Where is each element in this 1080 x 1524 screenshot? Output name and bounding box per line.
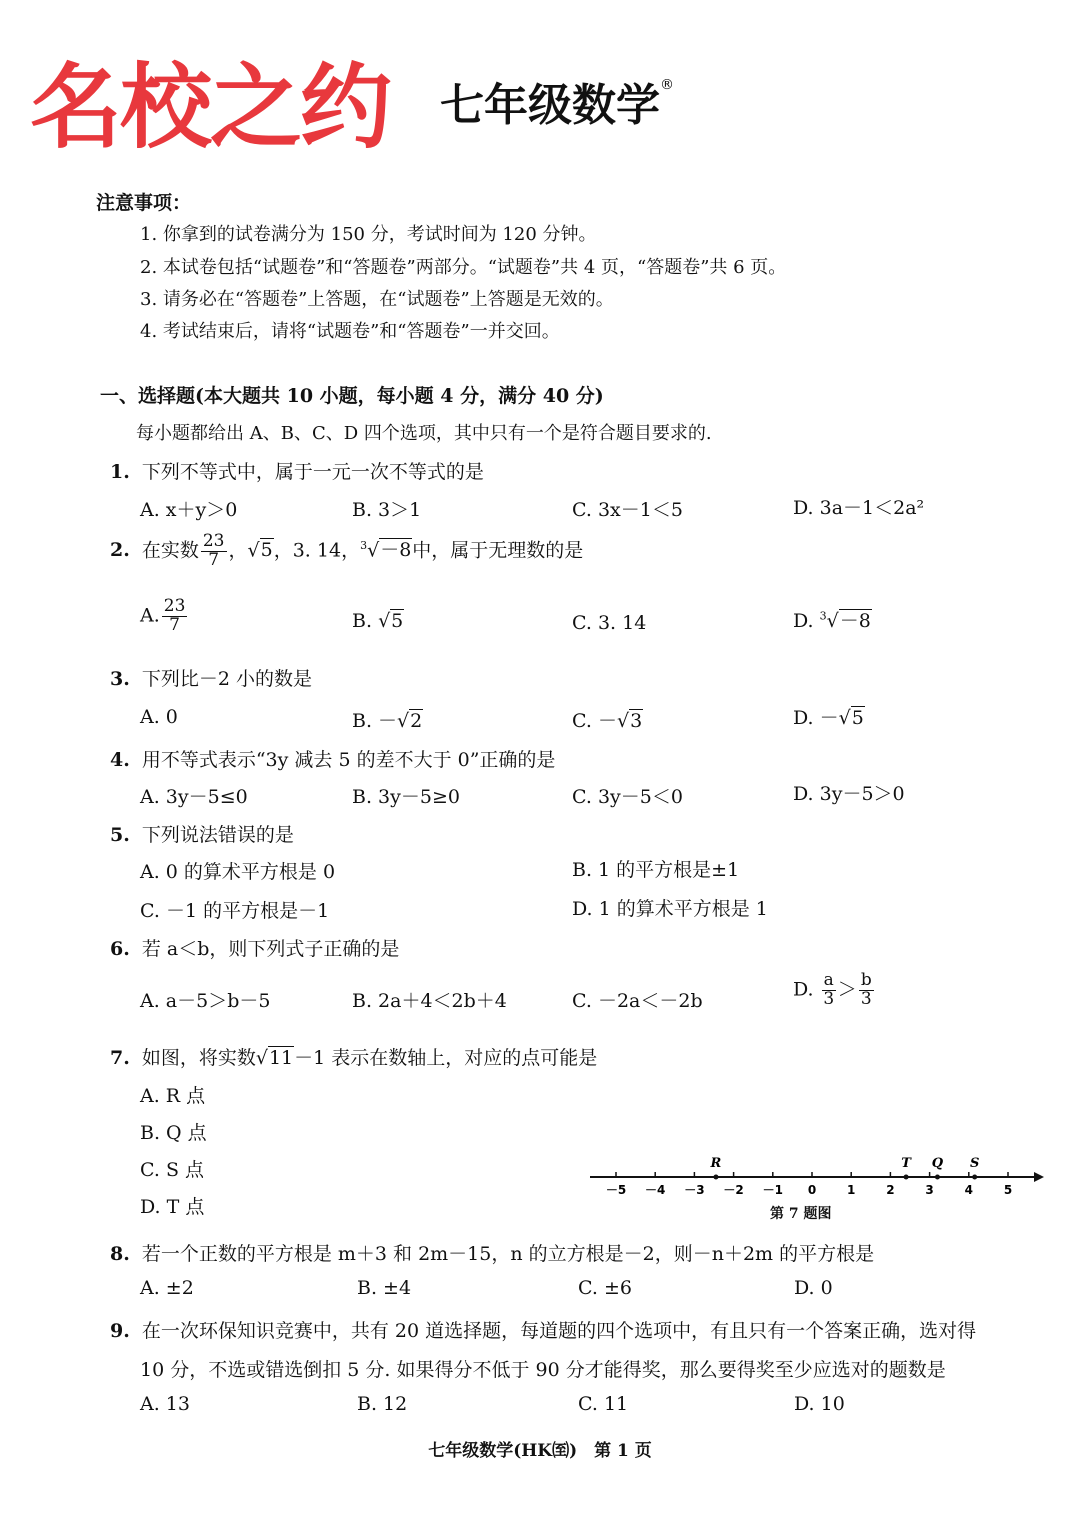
sqrt-symbol: √ [826, 610, 839, 632]
sqrt-symbol: √ [367, 539, 380, 562]
operator: ＞ [837, 978, 857, 1001]
cbrt-radicand: －8 [839, 610, 871, 632]
fraction-numerator: b [860, 970, 872, 990]
option-a: A. ±2 [140, 1277, 194, 1299]
cbrt-radicand: －8 [380, 539, 412, 562]
question-number: 4. [110, 749, 130, 771]
question-3 [110, 664, 312, 691]
option-c: C. 3y－5＜0 [572, 786, 683, 808]
option-d: D. 3a－1＜2a² [793, 497, 925, 519]
sqrt-symbol: √ [838, 707, 851, 729]
point-label-Q: Q [931, 1156, 944, 1171]
notice-item: 3. 请务必在“答题卷”上答题，在“试题卷”上答题是无效的。 [140, 289, 614, 310]
notice-heading: 注意事项： [96, 192, 192, 214]
sqrt-radicand: 3 [630, 710, 643, 732]
root-index: 3 [360, 539, 368, 553]
tick-label: 3 [925, 1183, 934, 1197]
tick-label: 2 [886, 1183, 895, 1197]
question-stem: 下列不等式中，属于一元一次不等式的是 [141, 461, 484, 483]
question-stem: 用不等式表示“3y 减去 5 的差不大于 0”正确的是 [141, 749, 556, 771]
option-b: B. 3y－5≥0 [352, 786, 460, 808]
option-c: C. 3. 14 [572, 612, 647, 634]
sqrt-radicand: 11 [268, 1047, 294, 1069]
page-title [440, 77, 674, 131]
brand-logo-text: 名校之约 [30, 54, 391, 161]
point-label-S: S [969, 1156, 980, 1171]
root-index: 3 [819, 609, 827, 623]
question-stem: 下列比－2 小的数是 [141, 668, 312, 690]
option-c: C. 11 [578, 1393, 629, 1415]
option-label: B. － [352, 710, 398, 732]
fraction-denominator: 7 [208, 549, 220, 570]
option-d [793, 606, 872, 633]
question-stem-line1: 在一次环保知识竞赛中，共有 20 道选择题，每道题的四个选项中，有且只有一个答案正确，选对得 [141, 1320, 977, 1342]
option-c [572, 706, 643, 733]
page-footer: 七年级数学(HK㉃) 第 1 页 [428, 1441, 652, 1461]
option-label: D. － [793, 707, 839, 729]
point-Q [935, 1175, 940, 1180]
sqrt-symbol: √ [397, 710, 410, 732]
question-number: 6. [110, 938, 130, 960]
fraction-denominator: 7 [169, 614, 180, 635]
title-text: 七年级数学 [440, 80, 660, 131]
option-c: C. －2a＜－2b [572, 990, 703, 1012]
question-7 [110, 1043, 597, 1070]
fraction [859, 972, 874, 1009]
option-d: D. 0 [794, 1277, 833, 1299]
stem-suffix: 中，属于无理数的是 [412, 539, 584, 562]
question-stem: 下列说法错误的是 [141, 824, 294, 846]
question-number: 3. [110, 668, 130, 690]
fraction-numerator: 23 [202, 531, 225, 551]
fraction-denominator: 3 [823, 988, 835, 1009]
tick-label: －5 [605, 1183, 627, 1197]
stem-suffix: －1 表示在数轴上，对应的点可能是 [294, 1047, 598, 1069]
notice-item: 4. 考试结束后，请将“试题卷”和“答题卷”一并交回。 [140, 321, 560, 342]
option-label: C. － [572, 710, 617, 732]
question-stem: 若 a＜b，则下列式子正确的是 [141, 938, 400, 960]
separator: ，3. 14， [273, 539, 361, 562]
option-a: A. a－5＞b－5 [140, 990, 271, 1012]
option-d: D. 3y－5＞0 [793, 783, 905, 805]
fraction-denominator: 3 [860, 988, 872, 1009]
registered-mark: ® [660, 77, 674, 93]
number-line-figure [586, 1150, 1048, 1200]
section-heading: 一、选择题(本大题共 10 小题，每小题 4 分，满分 40 分) [100, 385, 604, 407]
question-2 [110, 533, 583, 570]
question-5 [110, 820, 294, 847]
tick-label: －1 [762, 1183, 783, 1197]
fraction-numerator: 23 [163, 596, 186, 616]
option-a: A. 0 [140, 706, 178, 728]
option-a [140, 598, 189, 635]
sqrt-symbol: √ [255, 1047, 268, 1069]
option-d [793, 703, 865, 730]
sqrt-radicand: 5 [851, 707, 864, 729]
notice-item: 1. 你拿到的试卷满分为 150 分，考试时间为 120 分钟。 [140, 224, 597, 245]
question-number: 1. [110, 461, 130, 483]
option-b: B. 12 [357, 1393, 408, 1415]
option-a: A. x＋y＞0 [140, 499, 238, 521]
tick-label: 4 [964, 1183, 973, 1197]
sqrt-symbol: √ [616, 710, 630, 732]
section-instruction: 每小题都给出 A、B、C、D 四个选项，其中只有一个是符合题目要求的. [136, 423, 712, 444]
fraction-numerator: a [823, 970, 834, 990]
option-a: A. 0 的算术平方根是 0 [140, 861, 336, 883]
fraction [162, 598, 188, 635]
question-stem: 若一个正数的平方根是 m＋3 和 2m－15，n 的立方根是－2，则－n＋2m 的平方根是 [141, 1243, 875, 1265]
axis-arrow-icon [1034, 1172, 1044, 1182]
option-b: B. 3＞1 [352, 499, 422, 521]
question-number: 2. [110, 539, 130, 562]
sqrt-radicand: 5 [260, 539, 273, 562]
sqrt-radicand: 2 [410, 710, 423, 732]
tick-label: －4 [645, 1183, 666, 1197]
question-8 [110, 1239, 874, 1266]
question-number: 7. [110, 1047, 130, 1069]
stem-prefix: 如图，将实数 [141, 1047, 256, 1069]
option-d: D. 1 的算术平方根是 1 [572, 898, 768, 920]
point-label-T: T [901, 1156, 911, 1171]
tick-label: 0 [807, 1183, 817, 1197]
option-c: C. ±6 [578, 1277, 632, 1299]
option-b [352, 706, 423, 733]
point-S [972, 1175, 977, 1180]
point-R [713, 1175, 718, 1180]
question-6 [110, 934, 399, 961]
option-c: C. －1 的平方根是－1 [140, 900, 330, 922]
option-b: B. Q 点 [140, 1122, 207, 1144]
option-label: A. [140, 604, 160, 627]
tick-label: 5 [1003, 1183, 1013, 1197]
notice-item: 2. 本试卷包括“试题卷”和“答题卷”两部分。“试题卷”共 4 页，“答题卷”共 6 页。 [140, 257, 787, 278]
option-b: B. 2a＋4＜2b＋4 [352, 990, 507, 1012]
fraction [201, 533, 227, 570]
option-label: B. [352, 610, 373, 632]
stem-prefix: 在实数 [141, 539, 199, 562]
option-a: A. 13 [140, 1393, 190, 1415]
point-T [904, 1175, 909, 1180]
option-d: D. 10 [794, 1393, 845, 1415]
point-label-R: R [710, 1156, 722, 1171]
question-number: 5. [110, 824, 130, 846]
option-label: D. [793, 978, 814, 1001]
option-b [352, 610, 404, 632]
option-a: A. R 点 [140, 1085, 206, 1107]
option-d: D. T 点 [140, 1196, 205, 1218]
question-1 [110, 457, 484, 484]
option-label: D. [793, 610, 814, 632]
tick-label: －2 [723, 1183, 744, 1197]
figure-caption: 第 7 题图 [770, 1206, 832, 1222]
option-b: B. ±4 [357, 1277, 412, 1299]
option-c: C. 3x－1＜5 [572, 499, 683, 521]
sqrt-symbol: √ [378, 610, 391, 632]
question-4 [110, 745, 555, 772]
option-c: C. S 点 [140, 1159, 204, 1181]
tick-label: 1 [847, 1183, 856, 1197]
fraction [822, 972, 836, 1009]
question-number: 9. [110, 1320, 130, 1342]
sqrt-symbol: √ [247, 539, 260, 562]
question-stem-line2: 10 分，不选或错选倒扣 5 分. 如果得分不低于 90 分才能得奖，那么要得奖至少应选对的题数是 [140, 1359, 946, 1381]
option-b: B. 1 的平方根是±1 [572, 859, 740, 881]
question-9 [110, 1316, 976, 1343]
question-number: 8. [110, 1243, 130, 1265]
tick-label: －3 [684, 1183, 705, 1197]
option-a: A. 3y－5≤0 [140, 786, 248, 808]
separator: ， [228, 539, 248, 562]
option-d [793, 972, 876, 1009]
sqrt-radicand: 5 [391, 610, 404, 632]
